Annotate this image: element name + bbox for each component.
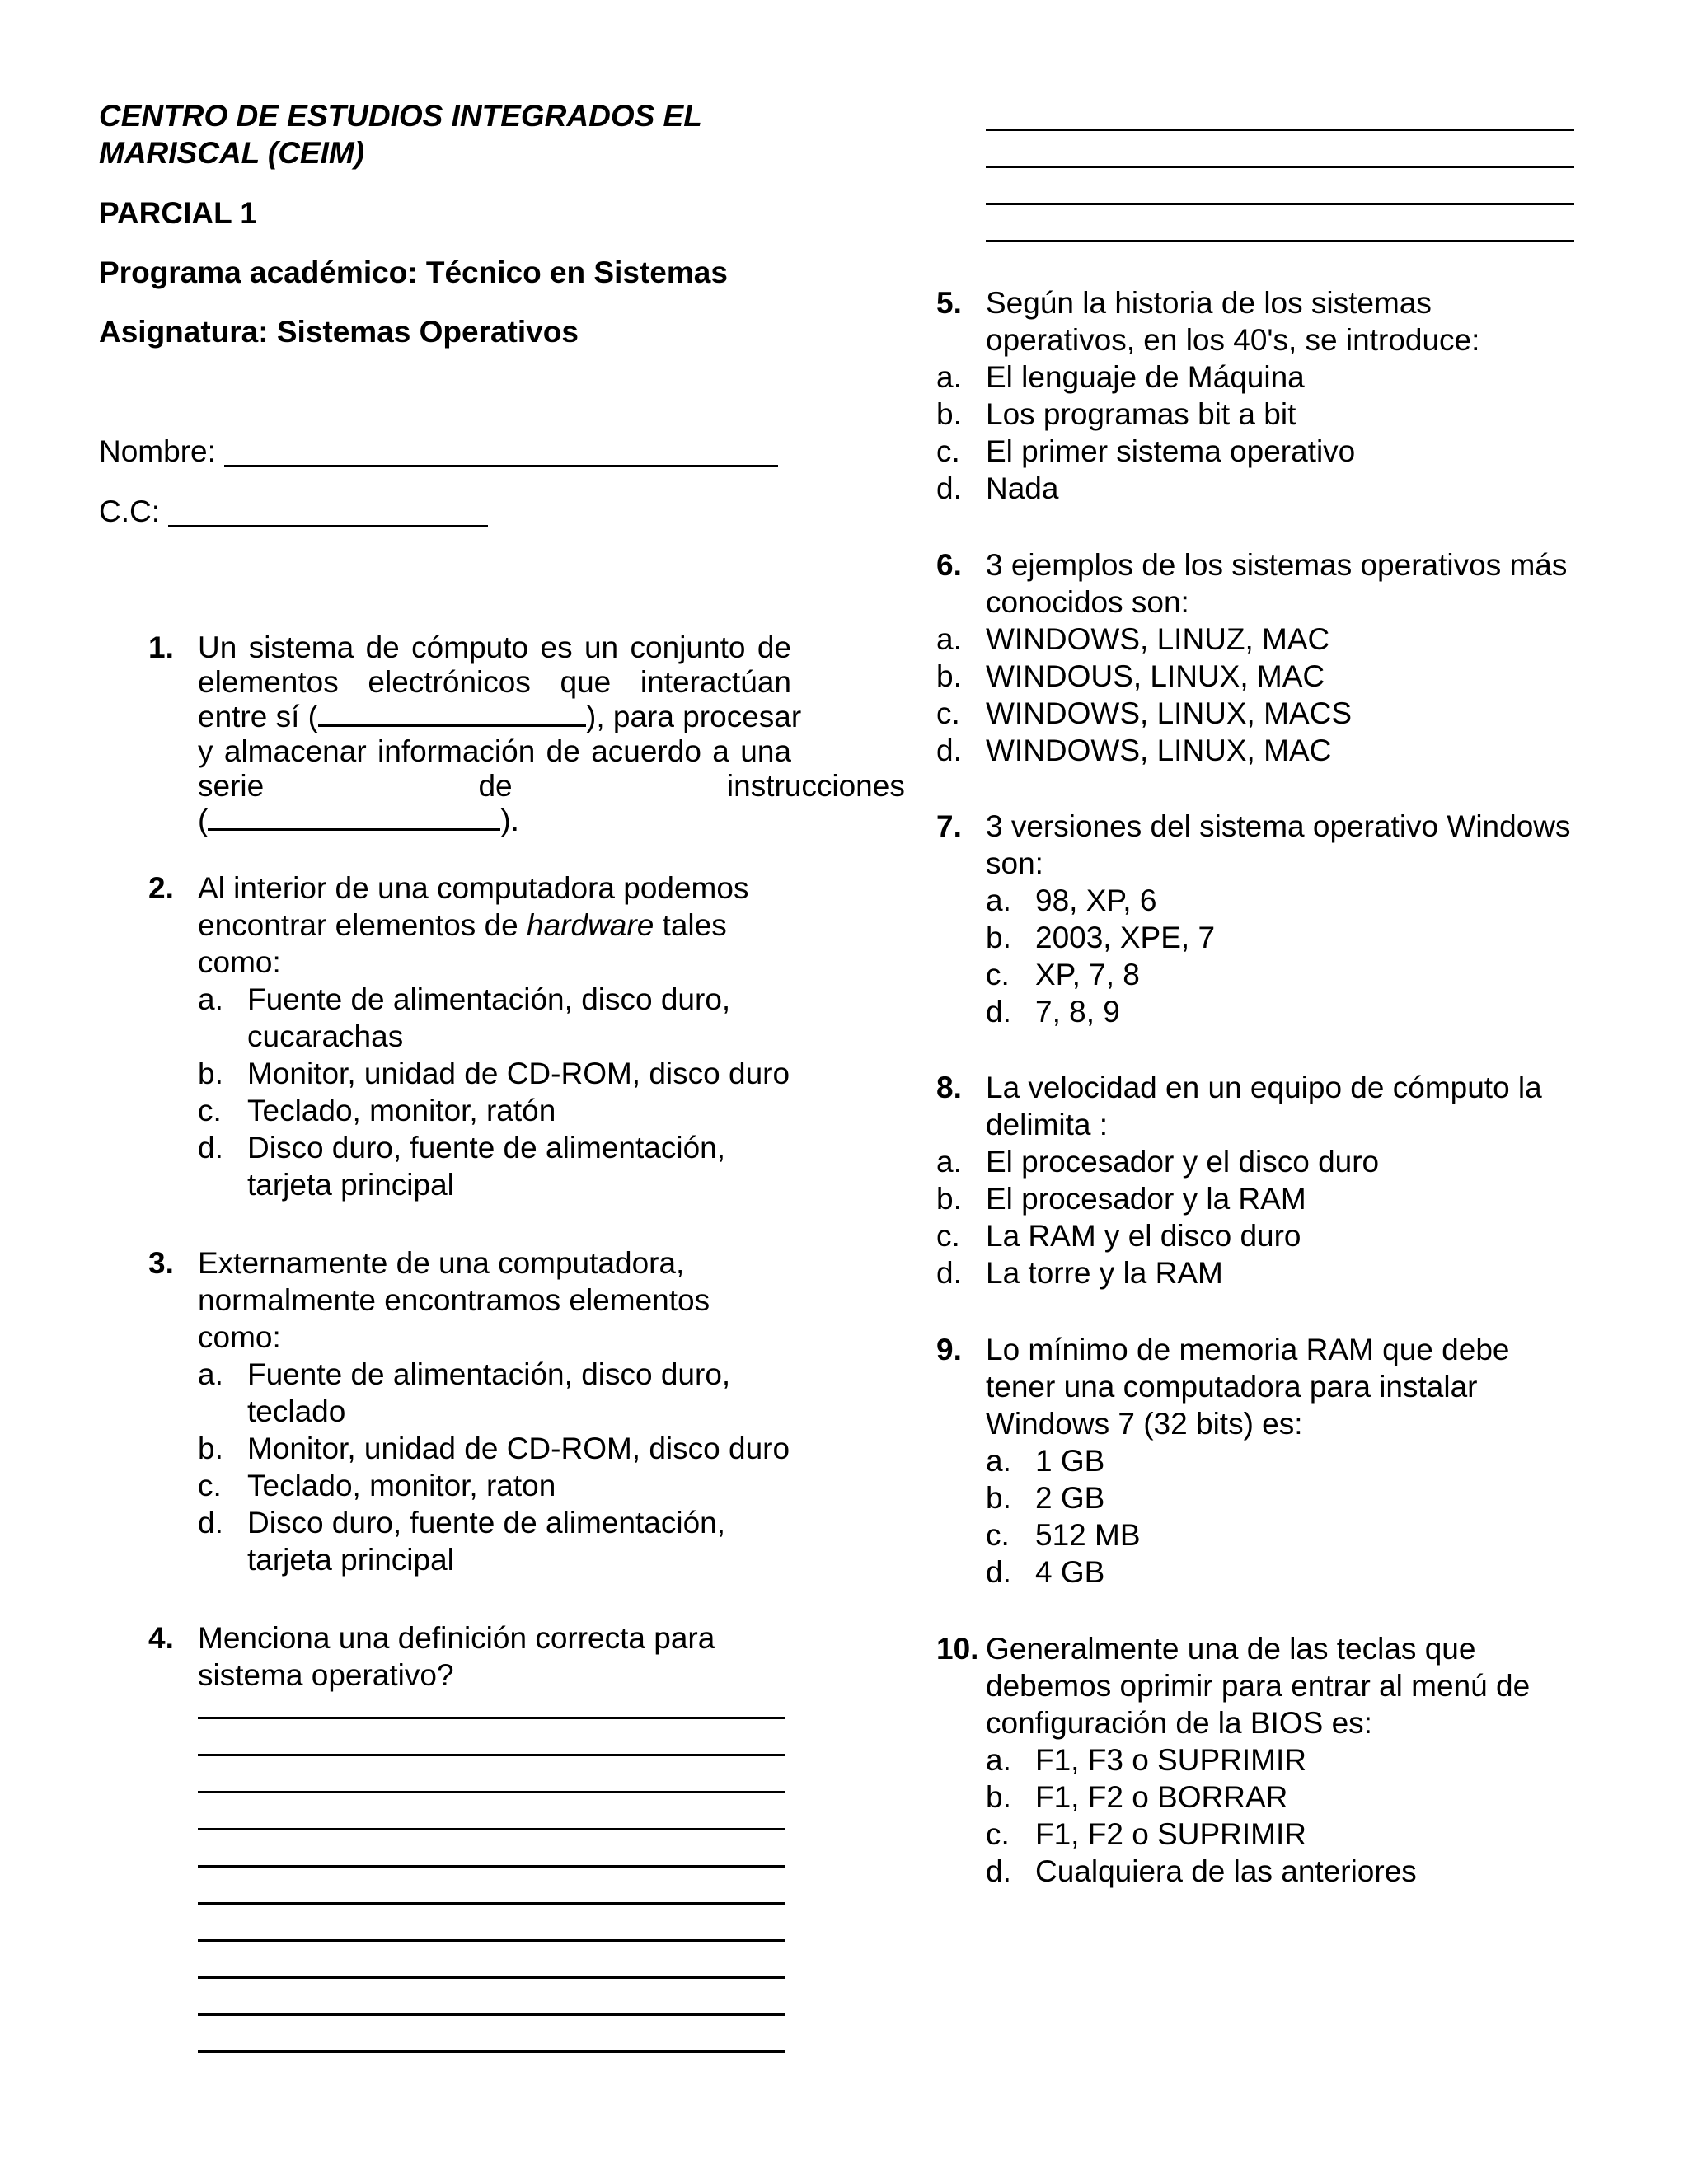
q6-option-a-letter: a. [936, 622, 962, 656]
q8-option-c[interactable]: La RAM y el disco duro [986, 1219, 1301, 1253]
q1-line4: y almacenar información de acuerdo a una [198, 734, 791, 768]
q7-line2: son: [986, 846, 1043, 880]
q1-line1: Un sistema de cómputo es un conjunto de [198, 630, 791, 664]
q2-option-d-line1[interactable]: Disco duro, fuente de alimentación, [247, 1131, 726, 1165]
q1-blank-1[interactable] [318, 698, 586, 727]
q7-option-b[interactable]: 2003, XPE, 7 [1035, 921, 1216, 954]
q7-line1: 3 versiones del sistema operativo Windows [986, 809, 1571, 843]
q2-option-a-letter: a. [198, 982, 223, 1016]
institution-name-line1: CENTRO DE ESTUDIOS INTEGRADOS EL [99, 99, 702, 133]
q1-text [198, 629, 905, 839]
q3-line1: Externamente de una computadora, [198, 1246, 685, 1280]
q4-answer-line-continued[interactable] [986, 129, 1574, 131]
subject-label: Asignatura: Sistemas Operativos [99, 315, 579, 349]
q3-option-a-line1[interactable]: Fuente de alimentación, disco duro, [247, 1357, 731, 1391]
q6-option-b[interactable]: WINDOUS, LINUX, MAC [986, 659, 1325, 693]
q3-number: 3. [148, 1246, 174, 1280]
q5-number: 5. [936, 286, 962, 320]
q5-option-a[interactable]: El lenguaje de Máquina [986, 360, 1305, 394]
q1-number: 1. [148, 630, 174, 664]
q2-line1: Al interior de una computadora podemos [198, 871, 749, 905]
q4-number: 4. [148, 1621, 174, 1655]
q5-line2: operativos, en los 40's, se introduce: [986, 323, 1480, 357]
q3-option-d-line1[interactable]: Disco duro, fuente de alimentación, [247, 1506, 726, 1540]
q9-option-d-letter: d. [986, 1555, 1011, 1589]
institution-name-line2: MARISCAL (CEIM) [99, 136, 365, 170]
q9-option-c-letter: c. [986, 1518, 1010, 1552]
q2-option-b[interactable]: Monitor, unidad de CD-ROM, disco duro [247, 1057, 790, 1090]
q1-line6-start: ( [198, 804, 209, 837]
q9-number: 9. [936, 1333, 962, 1366]
q2-option-c-letter: c. [198, 1094, 222, 1127]
q9-line3: Windows 7 (32 bits) es: [986, 1407, 1303, 1441]
q3-option-c[interactable]: Teclado, monitor, raton [247, 1469, 556, 1502]
q5-option-c[interactable]: El primer sistema operativo [986, 434, 1356, 468]
q9-line2: tener una computadora para instalar [986, 1370, 1478, 1404]
q5-option-d-letter: d. [936, 471, 962, 505]
q7-option-c-letter: c. [986, 958, 1010, 991]
q3-option-c-letter: c. [198, 1469, 222, 1502]
q10-option-c[interactable]: F1, F2 o SUPRIMIR [1035, 1817, 1306, 1851]
q9-option-c[interactable]: 512 MB [1035, 1518, 1141, 1552]
q4-answer-line[interactable] [198, 2013, 785, 2016]
q5-option-c-letter: c. [936, 434, 960, 468]
q3-line2: normalmente encontramos elementos [198, 1283, 710, 1317]
q10-line1: Generalmente una de las teclas que [986, 1632, 1476, 1666]
q6-line2: conocidos son: [986, 585, 1189, 619]
q4-answer-line[interactable] [198, 1791, 785, 1793]
q10-option-d[interactable]: Cualquiera de las anteriores [1035, 1854, 1417, 1888]
q2-line2-start: encontrar elementos de [198, 908, 528, 942]
q6-option-b-letter: b. [936, 659, 962, 693]
q1-line3-start: entre sí ( [198, 700, 318, 733]
q8-option-b-letter: b. [936, 1182, 962, 1216]
exam-title: PARCIAL 1 [99, 196, 257, 230]
q8-number: 8. [936, 1071, 962, 1104]
q4-answer-line[interactable] [198, 1902, 785, 1905]
q6-option-c[interactable]: WINDOWS, LINUX, MACS [986, 696, 1353, 730]
q10-option-a-letter: a. [986, 1743, 1011, 1777]
q10-option-c-letter: c. [986, 1817, 1010, 1851]
q3-option-a-letter: a. [198, 1357, 223, 1391]
q4-answer-line[interactable] [198, 1754, 785, 1756]
q1-line3-end: ), para procesar [586, 700, 802, 733]
q5-option-b-letter: b. [936, 397, 962, 431]
q7-option-d-letter: d. [986, 995, 1011, 1029]
q6-line1: 3 ejemplos de los sistemas operativos más [986, 548, 1568, 582]
q3-line3: como: [198, 1320, 281, 1354]
q6-option-d[interactable]: WINDOWS, LINUX, MAC [986, 733, 1332, 767]
q6-number: 6. [936, 548, 962, 582]
q8-option-b[interactable]: El procesador y la RAM [986, 1182, 1306, 1216]
q6-option-a[interactable]: WINDOWS, LINUZ, MAC [986, 622, 1330, 656]
q8-option-d-letter: d. [936, 1256, 962, 1290]
q2-option-c[interactable]: Teclado, monitor, ratón [247, 1094, 556, 1127]
q9-option-a[interactable]: 1 GB [1035, 1444, 1105, 1478]
q4-answer-line-continued[interactable] [986, 166, 1574, 168]
q7-option-a[interactable]: 98, XP, 6 [1035, 883, 1157, 917]
q3-option-b[interactable]: Monitor, unidad de CD-ROM, disco duro [247, 1432, 790, 1465]
q1-line6-end: ). [500, 804, 519, 837]
q9-line1: Lo mínimo de memoria RAM que debe [986, 1333, 1510, 1366]
q2-line3: como: [198, 945, 281, 979]
q4-line1: Menciona una definición correcta para [198, 1621, 715, 1655]
q2-option-a-line1[interactable]: Fuente de alimentación, disco duro, [247, 982, 731, 1016]
q6-option-c-letter: c. [936, 696, 960, 730]
q8-line2: delimita : [986, 1108, 1109, 1141]
q10-number: 10. [936, 1632, 979, 1666]
q2-option-d-letter: d. [198, 1131, 223, 1165]
name-field-line[interactable] [224, 465, 778, 467]
q3-option-d-line2[interactable]: tarjeta principal [247, 1543, 454, 1577]
q1-line2: elementos electrónicos que interactúan [198, 665, 791, 699]
q10-option-d-letter: d. [986, 1854, 1011, 1888]
q5-option-b[interactable]: Los programas bit a bit [986, 397, 1296, 431]
q4-line2: sistema operativo? [198, 1658, 454, 1692]
q9-option-d[interactable]: 4 GB [1035, 1555, 1105, 1589]
q4-answer-line[interactable] [198, 1717, 785, 1719]
q5-option-d[interactable]: Nada [986, 471, 1059, 505]
q6-option-d-letter: d. [936, 733, 962, 767]
q10-option-b[interactable]: F1, F2 o BORRAR [1035, 1780, 1288, 1814]
q9-option-b[interactable]: 2 GB [1035, 1481, 1105, 1515]
q10-option-b-letter: b. [986, 1780, 1011, 1814]
q7-option-c[interactable]: XP, 7, 8 [1035, 958, 1140, 991]
q2-number: 2. [148, 871, 174, 905]
q10-line2: debemos oprimir para entrar al menú de [986, 1669, 1531, 1703]
q1-blank-2[interactable] [208, 802, 500, 831]
program-label: Programa académico: Técnico en Sistemas [99, 255, 728, 289]
q3-option-b-letter: b. [198, 1432, 223, 1465]
q4-answer-line-continued[interactable] [986, 203, 1574, 205]
q1-line5: serie de instrucciones [198, 769, 905, 803]
q2-hardware-word: hardware [527, 908, 654, 942]
q4-answer-line[interactable] [198, 1976, 785, 1979]
q2-option-b-letter: b. [198, 1057, 223, 1090]
q4-answer-line-continued[interactable] [986, 240, 1574, 242]
id-field-label: C.C: [99, 494, 160, 528]
q4-answer-line[interactable] [198, 2050, 785, 2053]
q9-option-a-letter: a. [986, 1444, 1011, 1478]
id-field-line[interactable] [168, 525, 488, 527]
q7-option-b-letter: b. [986, 921, 1011, 954]
q8-option-c-letter: c. [936, 1219, 960, 1253]
q1-line3 [198, 698, 802, 735]
q10-option-a[interactable]: F1, F3 o SUPRIMIR [1035, 1743, 1306, 1777]
q8-line1: La velocidad en un equipo de cómputo la [986, 1071, 1542, 1104]
name-field-label: Nombre: [99, 434, 216, 468]
q7-option-d[interactable]: 7, 8, 9 [1035, 995, 1120, 1029]
q8-option-a-letter: a. [936, 1145, 962, 1179]
q3-option-d-letter: d. [198, 1506, 223, 1540]
q1-line6 [198, 802, 791, 839]
q9-option-b-letter: b. [986, 1481, 1011, 1515]
q4-answer-line[interactable] [198, 1939, 785, 1942]
q8-option-d[interactable]: La torre y la RAM [986, 1256, 1223, 1290]
q2-line2-end: tales [654, 908, 727, 942]
q4-answer-line[interactable] [198, 1828, 785, 1830]
q2-option-a-line2[interactable]: cucarachas [247, 1019, 404, 1053]
q2-option-d-line2[interactable]: tarjeta principal [247, 1168, 454, 1202]
q10-line3: configuración de la BIOS es: [986, 1706, 1372, 1740]
q8-option-a[interactable]: El procesador y el disco duro [986, 1145, 1380, 1179]
q5-line1: Según la historia de los sistemas [986, 286, 1432, 320]
q4-answer-line[interactable] [198, 1865, 785, 1868]
q7-option-a-letter: a. [986, 883, 1011, 917]
q2-line2 [198, 907, 727, 944]
q5-option-a-letter: a. [936, 360, 962, 394]
q3-option-a-line2[interactable]: teclado [247, 1394, 346, 1428]
q7-number: 7. [936, 809, 962, 843]
